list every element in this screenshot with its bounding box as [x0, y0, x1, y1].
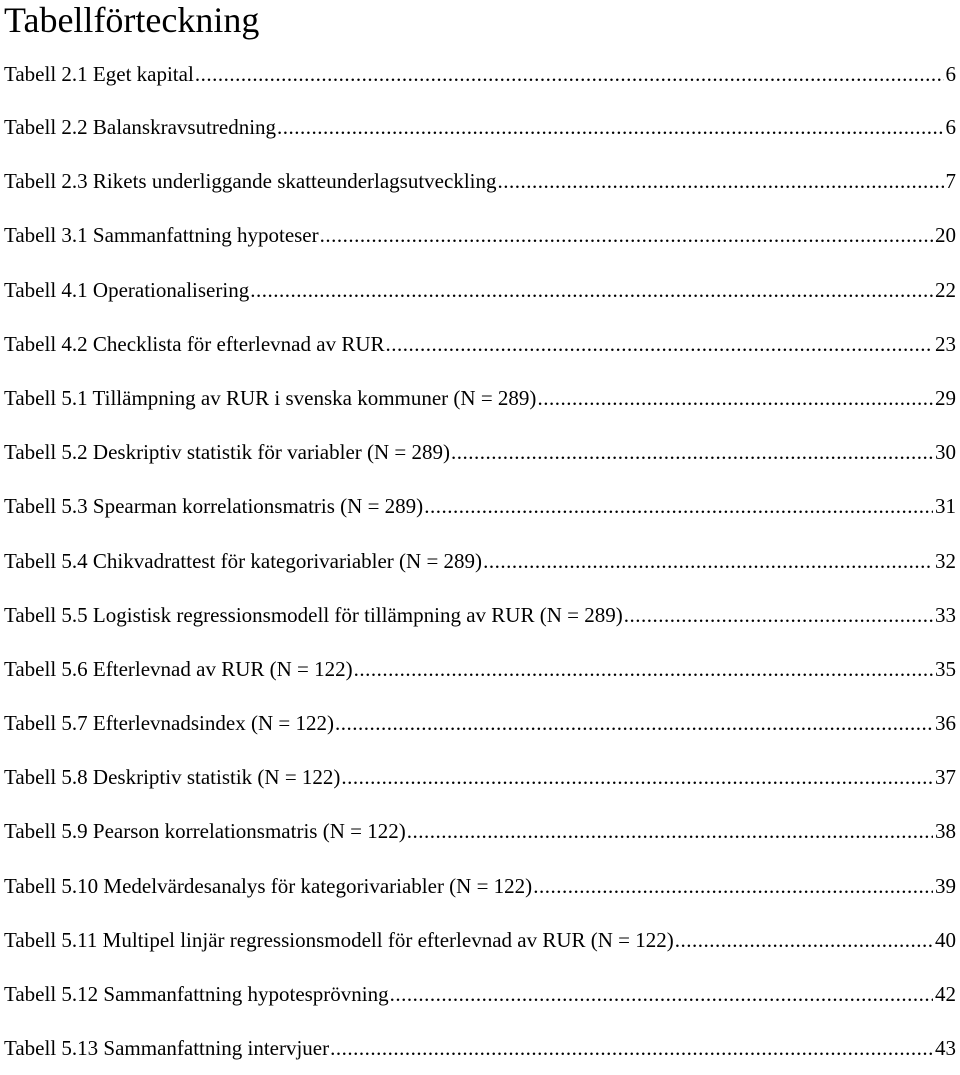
toc-entry[interactable]	[4, 425, 956, 479]
toc-leader-dots	[533, 859, 933, 913]
toc-leader-dots	[424, 479, 933, 533]
toc-entry[interactable]	[4, 642, 956, 696]
toc-entry-page: 20	[935, 223, 956, 248]
toc-leader-dots	[335, 696, 933, 750]
toc-entry-page: 22	[935, 277, 956, 302]
toc-entry-label: Tabell 5.7 Efterlevnadsindex (N = 122)	[4, 711, 334, 736]
toc-entry-label: Tabell 5.9 Pearson korrelationsmatris (N = 122)	[4, 819, 406, 844]
toc-entry[interactable]	[4, 208, 956, 262]
toc-leader-dots	[330, 1021, 933, 1075]
page-title: Tabellförteckning	[4, 0, 260, 40]
toc-entry[interactable]	[4, 967, 956, 1021]
toc-entry-page: 7	[945, 169, 956, 194]
toc-leader-dots	[250, 263, 933, 317]
toc-entry-label: Tabell 5.4 Chikvadrattest för kategorivariabler (N = 289)	[4, 548, 483, 573]
toc-entry[interactable]	[4, 317, 956, 371]
toc-leader-dots	[320, 208, 933, 262]
toc-entry[interactable]	[4, 263, 956, 317]
toc-entry[interactable]	[4, 750, 956, 804]
toc-entry-label: Tabell 5.11 Multipel linjär regressionsmodell för efterlevnad av RUR (N = 122)	[4, 927, 674, 952]
toc-entry-label: Tabell 3.1 Sammanfattning hypoteser	[4, 223, 319, 248]
toc-entry[interactable]	[4, 1021, 956, 1075]
table-of-tables	[4, 46, 956, 1075]
toc-entry-label: Tabell 5.10 Medelvärdesanalys för kategorivariabler (N = 122)	[4, 873, 533, 898]
toc-entry-label: Tabell 5.1 Tillämpning av RUR i svenska kommuner (N = 289)	[4, 385, 537, 410]
toc-entry[interactable]	[4, 804, 956, 858]
toc-entry-page: 6	[945, 62, 956, 86]
toc-leader-dots	[195, 46, 944, 102]
toc-entry-page: 33	[935, 602, 956, 627]
toc-entry-page: 6	[945, 115, 956, 139]
toc-entry-page: 23	[935, 331, 956, 356]
toc-entry-page: 40	[935, 927, 956, 952]
toc-entry[interactable]	[4, 913, 956, 967]
toc-leader-dots	[407, 804, 933, 858]
toc-entry[interactable]	[4, 696, 956, 750]
toc-entry-label: Tabell 5.2 Deskriptiv statistik för variabler (N = 289)	[4, 440, 451, 465]
toc-entry[interactable]	[4, 534, 956, 588]
toc-entry-page: 42	[935, 982, 956, 1006]
toc-leader-dots	[537, 371, 933, 425]
toc-entry[interactable]	[4, 859, 956, 913]
toc-leader-dots	[451, 425, 933, 479]
toc-entry-page: 37	[935, 765, 956, 790]
toc-entry[interactable]	[4, 154, 956, 208]
toc-entry-label: Tabell 5.3 Spearman korrelationsmatris (N = 289)	[4, 494, 424, 519]
toc-leader-dots	[675, 913, 933, 967]
toc-entry[interactable]	[4, 100, 956, 154]
toc-entry[interactable]	[4, 46, 956, 100]
toc-entry-label: Tabell 4.1 Operationalisering	[4, 277, 250, 302]
toc-entry[interactable]	[4, 479, 956, 533]
toc-leader-dots	[624, 588, 933, 642]
toc-entry-label: Tabell 5.6 Efterlevnad av RUR (N = 122)	[4, 656, 353, 681]
toc-entry-page: 43	[935, 1036, 956, 1061]
toc-entry-page: 35	[935, 656, 956, 681]
toc-entry[interactable]	[4, 371, 956, 425]
toc-entry-page: 32	[935, 548, 956, 573]
toc-entry-page: 29	[935, 385, 956, 410]
toc-entry-label: Tabell 5.5 Logistisk regressionsmodell för tillämpning av RUR (N = 289)	[4, 602, 623, 627]
toc-leader-dots	[277, 100, 943, 154]
toc-entry-page: 36	[935, 711, 956, 736]
toc-entry-label: Tabell 2.3 Rikets underliggande skatteunderlagsutveckling	[4, 169, 497, 194]
toc-entry-page: 39	[935, 873, 956, 898]
document-page	[4, 0, 956, 1075]
toc-entry-label: Tabell 2.1 Eget kapital	[4, 62, 194, 86]
toc-entry-page: 30	[935, 440, 956, 465]
toc-leader-dots	[390, 967, 933, 1021]
toc-entry-page: 38	[935, 819, 956, 844]
toc-entry-label: Tabell 5.13 Sammanfattning intervjuer	[4, 1036, 330, 1061]
toc-leader-dots	[498, 154, 944, 208]
toc-entry-page: 31	[935, 494, 956, 519]
toc-leader-dots	[386, 317, 934, 371]
toc-entry-label: Tabell 5.8 Deskriptiv statistik (N = 122)	[4, 765, 341, 790]
toc-entry-label: Tabell 4.2 Checklista för efterlevnad av RUR	[4, 331, 385, 356]
toc-leader-dots	[483, 534, 933, 588]
toc-entry[interactable]	[4, 588, 956, 642]
toc-leader-dots	[341, 750, 933, 804]
toc-entry-label: Tabell 5.12 Sammanfattning hypotesprövning	[4, 982, 389, 1006]
toc-entry-label: Tabell 2.2 Balanskravsutredning	[4, 115, 277, 139]
toc-leader-dots	[354, 642, 933, 696]
